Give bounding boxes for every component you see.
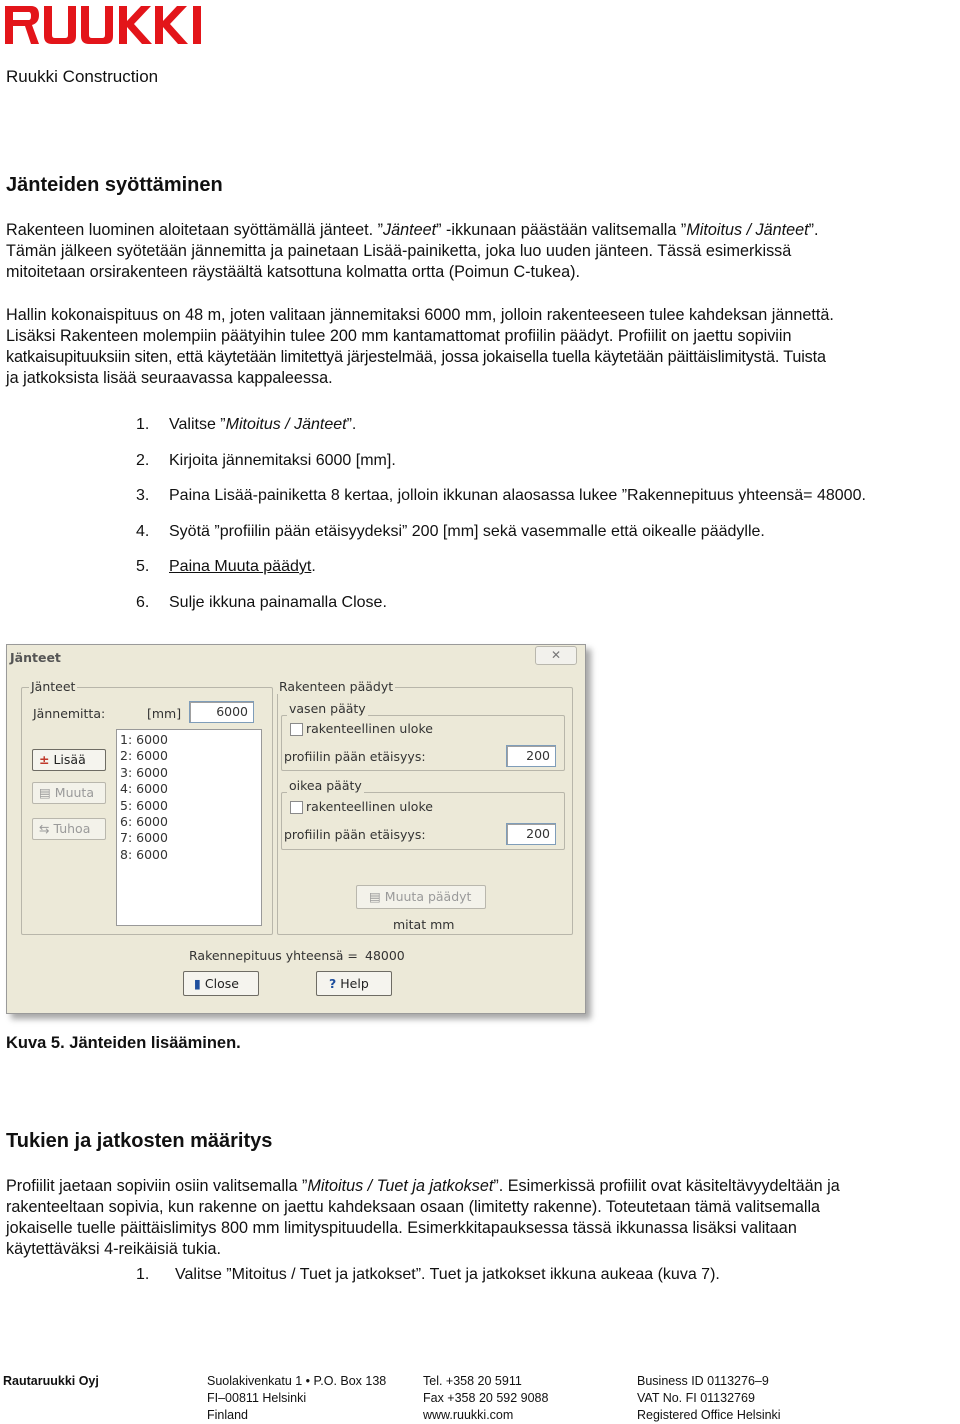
- footer-contact: [423, 1373, 548, 1424]
- paragraph-hall: [6, 305, 960, 389]
- list-item[interactable]: 8: 6000: [120, 846, 168, 862]
- section-title-spans: Jänteiden syöttäminen: [6, 174, 223, 196]
- left-distance-input[interactable]: 200: [506, 745, 556, 767]
- footer-registry: [637, 1373, 781, 1424]
- footer-line: Finland: [207, 1408, 248, 1422]
- footer-line: VAT No. FI 01132769: [637, 1391, 755, 1405]
- list-item[interactable]: 5: 6000: [120, 797, 168, 813]
- text-line: rakenteeltaan sopivia, kun rakenne on jaettu kahdeksaan osaan (limitetty rakenne). Toteutetaan tämä valitsemalla: [6, 1198, 821, 1216]
- text-line: Tämän jälkeen syötetään jännemitta ja painetaan Lisää-painiketta, joka luo uuden jänteen. Tässä esimerkissä: [6, 242, 792, 260]
- help-button-label: Help: [340, 976, 369, 991]
- left-overhang-checkbox[interactable]: [290, 723, 303, 736]
- step-text: Kirjoita jännemitaksi 6000 [mm].: [169, 452, 396, 469]
- list-item[interactable]: 1: 6000: [120, 732, 168, 747]
- text: ” -ikkunaan päästään valitsemalla ”: [436, 221, 687, 239]
- edit-icon: ▤: [39, 785, 51, 800]
- spans-dialog: [6, 644, 586, 1014]
- text-line: mitoitetaan orsirakenteen räystäältä katsottuna kolmatta ortta (Poimun C-tukea).: [6, 263, 581, 281]
- span-length-input[interactable]: 6000: [189, 701, 254, 723]
- footer-line: Business ID 0113276–9: [637, 1374, 769, 1388]
- text: Profiilit jaetaan sopiviin osiin valitsemalla ”: [6, 1177, 308, 1195]
- modify-span-button[interactable]: [32, 782, 106, 804]
- text: ”.: [808, 221, 819, 239]
- list-item[interactable]: 2: 6000: [120, 748, 168, 764]
- step-number: 2.: [136, 452, 150, 469]
- span-unit-label: [mm]: [147, 706, 182, 721]
- paragraph-intro: [6, 220, 956, 283]
- delete-span-label: Tuhoa: [53, 821, 91, 836]
- right-end-label: oikea pääty: [289, 778, 362, 793]
- footer-line: Registered Office Helsinki: [637, 1408, 781, 1422]
- dialog-close-button[interactable]: [535, 646, 577, 665]
- add-icon: ±: [39, 752, 50, 767]
- footer-line: FI–00811 Helsinki: [207, 1391, 307, 1405]
- figure-caption: Kuva 5. Jänteiden lisääminen.: [6, 1034, 241, 1052]
- help-icon: ?: [329, 976, 337, 991]
- list-item[interactable]: 6: 6000: [120, 814, 168, 830]
- delete-icon: ⇆: [39, 821, 50, 836]
- change-ends-label: Muuta päädyt: [384, 889, 472, 904]
- text-italic: Mitoitus / Jänteet: [686, 221, 809, 239]
- text: ”. Esimerkissä profiilit ovat käsiteltävyydeltään ja: [493, 1177, 840, 1195]
- paragraph-supports: [6, 1176, 960, 1260]
- text: Valitse ”: [169, 416, 226, 433]
- step-number: 5.: [136, 558, 150, 575]
- ends-group-label: Rakenteen päädyt: [279, 679, 394, 694]
- list-item[interactable]: 7: 6000: [120, 830, 168, 846]
- right-distance-input[interactable]: 200: [506, 823, 556, 845]
- change-ends-button[interactable]: [356, 885, 486, 909]
- text-line: ja jatkoksista lisää seuraavassa kappaleessa.: [6, 369, 333, 387]
- step-number: 6.: [136, 594, 150, 611]
- text-italic: Mitoitus / Tuet ja jatkokset: [307, 1177, 494, 1195]
- left-end-label: vasen pääty: [289, 701, 366, 716]
- footer-line: Suolakivenkatu 1 • P.O. Box 138: [207, 1374, 387, 1388]
- right-overhang-checkbox[interactable]: [290, 801, 303, 814]
- close-button-label: Close: [204, 976, 239, 991]
- text-italic: Jänteet: [383, 221, 437, 239]
- section-title-supports: Tukien ja jatkosten määritys: [6, 1130, 273, 1152]
- text-line: käytettäväksi 4-reikäisiä tukia.: [6, 1240, 222, 1258]
- spans-group-label: Jänteet: [31, 679, 76, 694]
- dialog-title: Jänteet: [10, 650, 61, 665]
- step-text: Paina Lisää-painiketta 8 kertaa, jolloin ikkunan alaosassa lukee ”Rakennepituus yhteensä= 48000.: [169, 487, 866, 504]
- left-overhang-label: rakenteellinen uloke: [306, 721, 433, 736]
- step-text: [169, 558, 316, 576]
- text-line: Hallin kokonaispituus on 48 m, joten valitaan jännemitaksi 6000 mm, jolloin rakenteeseen tulee kahdeksan jännettä.: [6, 306, 834, 324]
- footer-line: Fax +358 20 592 9088: [423, 1391, 549, 1405]
- text-underlined: Paina Muuta päädyt: [169, 558, 312, 575]
- edit-icon: ▤: [369, 889, 381, 904]
- add-span-label: Lisää: [53, 752, 86, 767]
- footer-line: Tel. +358 20 5911: [423, 1374, 522, 1388]
- footer-company: Rautaruukki Oyj: [3, 1374, 99, 1388]
- footer-address: [207, 1373, 386, 1424]
- span-length-label: Jännemitta:: [33, 706, 106, 721]
- left-distance-label: profiilin pään etäisyys:: [284, 749, 426, 764]
- measures-note: mitat mm: [393, 917, 455, 932]
- text: Rakenteen luominen aloitetaan syöttämällä jänteet. ”: [6, 221, 384, 239]
- spans-listbox[interactable]: [116, 729, 262, 926]
- step-text: [169, 416, 356, 434]
- modify-span-label: Muuta: [54, 785, 94, 800]
- close-button[interactable]: [183, 971, 259, 996]
- step-number: 3.: [136, 487, 150, 504]
- help-button[interactable]: [316, 971, 392, 996]
- text-line: katkaisupituuksiin siten, että käytetään limitettyä järjestelmää, jossa jokaisella tuella käytetään päittäislimitystä. Tuista: [6, 348, 826, 366]
- total-length-label: Rakennepituus yhteensä =: [189, 948, 358, 963]
- footer-website-link[interactable]: www.ruukki.com: [423, 1408, 514, 1422]
- step-text: Sulje ikkuna painamalla Close.: [169, 594, 387, 611]
- door-icon: ▮: [194, 976, 201, 991]
- delete-span-button[interactable]: [32, 818, 106, 840]
- company-name: Ruukki Construction: [6, 67, 159, 86]
- list-item[interactable]: 3: 6000: [120, 764, 168, 780]
- step-number: 1.: [136, 1266, 150, 1283]
- ruukki-logo-icon: [5, 0, 205, 46]
- right-distance-label: profiilin pään etäisyys:: [284, 827, 426, 842]
- ruukki-logo: [5, 0, 205, 51]
- list-item[interactable]: 4: 6000: [120, 781, 168, 797]
- step-text: Syötä ”profiilin pään etäisyydeksi” 200 [mm] sekä vasemmalle että oikealle päädylle.: [169, 523, 765, 540]
- step-number: 1.: [136, 416, 150, 433]
- text-italic: Mitoitus / Jänteet: [225, 416, 347, 433]
- text: ”.: [346, 416, 357, 433]
- total-length-value: 48000: [365, 948, 405, 963]
- text-line: jokaiselle tuelle päittäislimitys 800 mm limityspituudella. Esimerkkitapauksessa tässä ikkunassa lisäksi valitaan: [6, 1219, 797, 1237]
- close-icon: ✕: [550, 648, 562, 662]
- right-overhang-label: rakenteellinen uloke: [306, 799, 433, 814]
- step-number: 4.: [136, 523, 150, 540]
- text-line: Lisäksi Rakenteen molempiin päätyihin tulee 200 mm kantamattomat profiilin päädyt. Profiilit on jaettu sopiviin: [6, 327, 792, 345]
- text: .: [311, 558, 316, 575]
- add-span-button[interactable]: [32, 749, 106, 771]
- step-text: Valitse ”Mitoitus / Tuet ja jatkokset”. Tuet ja jatkokset ikkuna aukeaa (kuva 7).: [175, 1266, 720, 1283]
